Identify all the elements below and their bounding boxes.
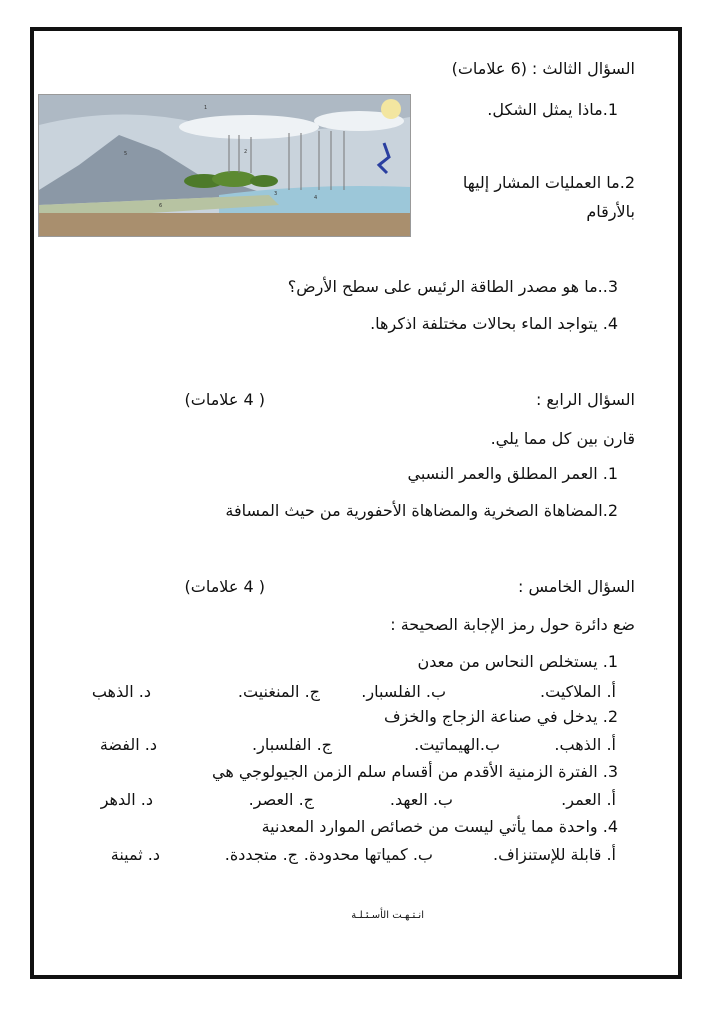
q4-item-2: 2.المضاهاة الصخرية والمضاهاة الأحفورية من حيث المسافة xyxy=(225,501,618,520)
q5-question-4-option-b: ب. كمياتها محدودة. xyxy=(303,845,433,864)
figure-label-6: 6 xyxy=(159,203,163,209)
q4-intro: قارن بين كل مما يلي. xyxy=(490,429,635,448)
q5-question-2-option-c: ج. الفلسبار. xyxy=(252,735,332,754)
q5-question-3-option-c: ج. العصر. xyxy=(248,790,314,809)
q5-question-3-option-b: ب. العهد. xyxy=(389,790,453,809)
q3-item-4: 4. يتواجد الماء بحالات مختلفة اذكرها. xyxy=(370,314,618,333)
q5-question-2-stem: 2. يدخل في صناعة الزجاج والخزف xyxy=(384,707,618,726)
q5-question-1-option-c: ج. المنغنيت. xyxy=(237,682,320,701)
q5-question-1-option-a: أ. الملاكيت. xyxy=(540,682,616,701)
q3-title: السؤال الثالث : xyxy=(531,59,635,78)
q5-title: السؤال الخامس : xyxy=(518,577,635,596)
figure-label-3: 3 xyxy=(274,191,278,197)
q3-item-1: 1.ماذا يمثل الشكل. xyxy=(487,100,618,119)
end-of-questions: انـتـهـت الأسـئـلـة xyxy=(351,910,424,921)
figure-label-1: 1 xyxy=(204,105,208,111)
q5-question-3-option-a: أ. العمر. xyxy=(561,790,616,809)
q5-question-3-option-d: د. الدهر xyxy=(100,790,153,809)
q5-question-4-option-a: أ. قابلة للإستنزاف. xyxy=(493,845,616,864)
figure-label-2: 2 xyxy=(244,149,248,155)
figure-label-4: 4 xyxy=(314,195,318,201)
q5-question-2-option-b: ب.الهيماتيت. xyxy=(414,735,500,754)
figure-label-5: 5 xyxy=(124,151,128,157)
q5-marks: ( 4 علامات) xyxy=(184,577,265,596)
q5-question-1-option-b: ب. الفلسبار. xyxy=(361,682,446,701)
q5-question-2-option-d: د. الفضة xyxy=(99,735,157,754)
q4-item-1: 1. العمر المطلق والعمر النسبي xyxy=(407,464,618,483)
figure-sun xyxy=(381,99,401,119)
q5-question-1-stem: 1. يستخلص النحاس من معدن xyxy=(417,652,618,671)
q5-question-3-stem: 3. الفترة الزمنية الأقدم من أقسام سلم الزمن الجيولوجي هي xyxy=(211,762,618,781)
figure-ground xyxy=(39,213,410,236)
q5-question-4-option-d: د. ثمينة xyxy=(110,845,160,864)
q3-item-2: 2.ما العمليات المشار إليها xyxy=(462,173,635,192)
q5-question-1-option-d: د. الذهب xyxy=(91,682,151,701)
q5-intro: ضع دائرة حول رمز الإجابة الصحيحة : xyxy=(390,615,635,634)
q3-item-2-cont: بالأرقام xyxy=(586,202,635,221)
q4-title: السؤال الرابع : xyxy=(535,390,635,409)
water-cycle-figure xyxy=(38,94,411,237)
q4-marks: ( 4 علامات) xyxy=(184,390,265,409)
q3-item-3: 3..ما هو مصدر الطاقة الرئيس على سطح الأرض؟ xyxy=(287,277,618,296)
q3-marks: (6 علامات) xyxy=(451,59,527,78)
figure-cloud xyxy=(179,115,319,139)
q5-question-4-option-c: ج. متجددة. xyxy=(224,845,298,864)
q5-question-4-stem: 4. واحدة مما يأتي ليست من خصائص الموارد المعدنية xyxy=(261,817,618,836)
q5-question-2-option-a: أ. الذهب. xyxy=(554,735,616,754)
water-cycle-illustration xyxy=(39,95,410,236)
